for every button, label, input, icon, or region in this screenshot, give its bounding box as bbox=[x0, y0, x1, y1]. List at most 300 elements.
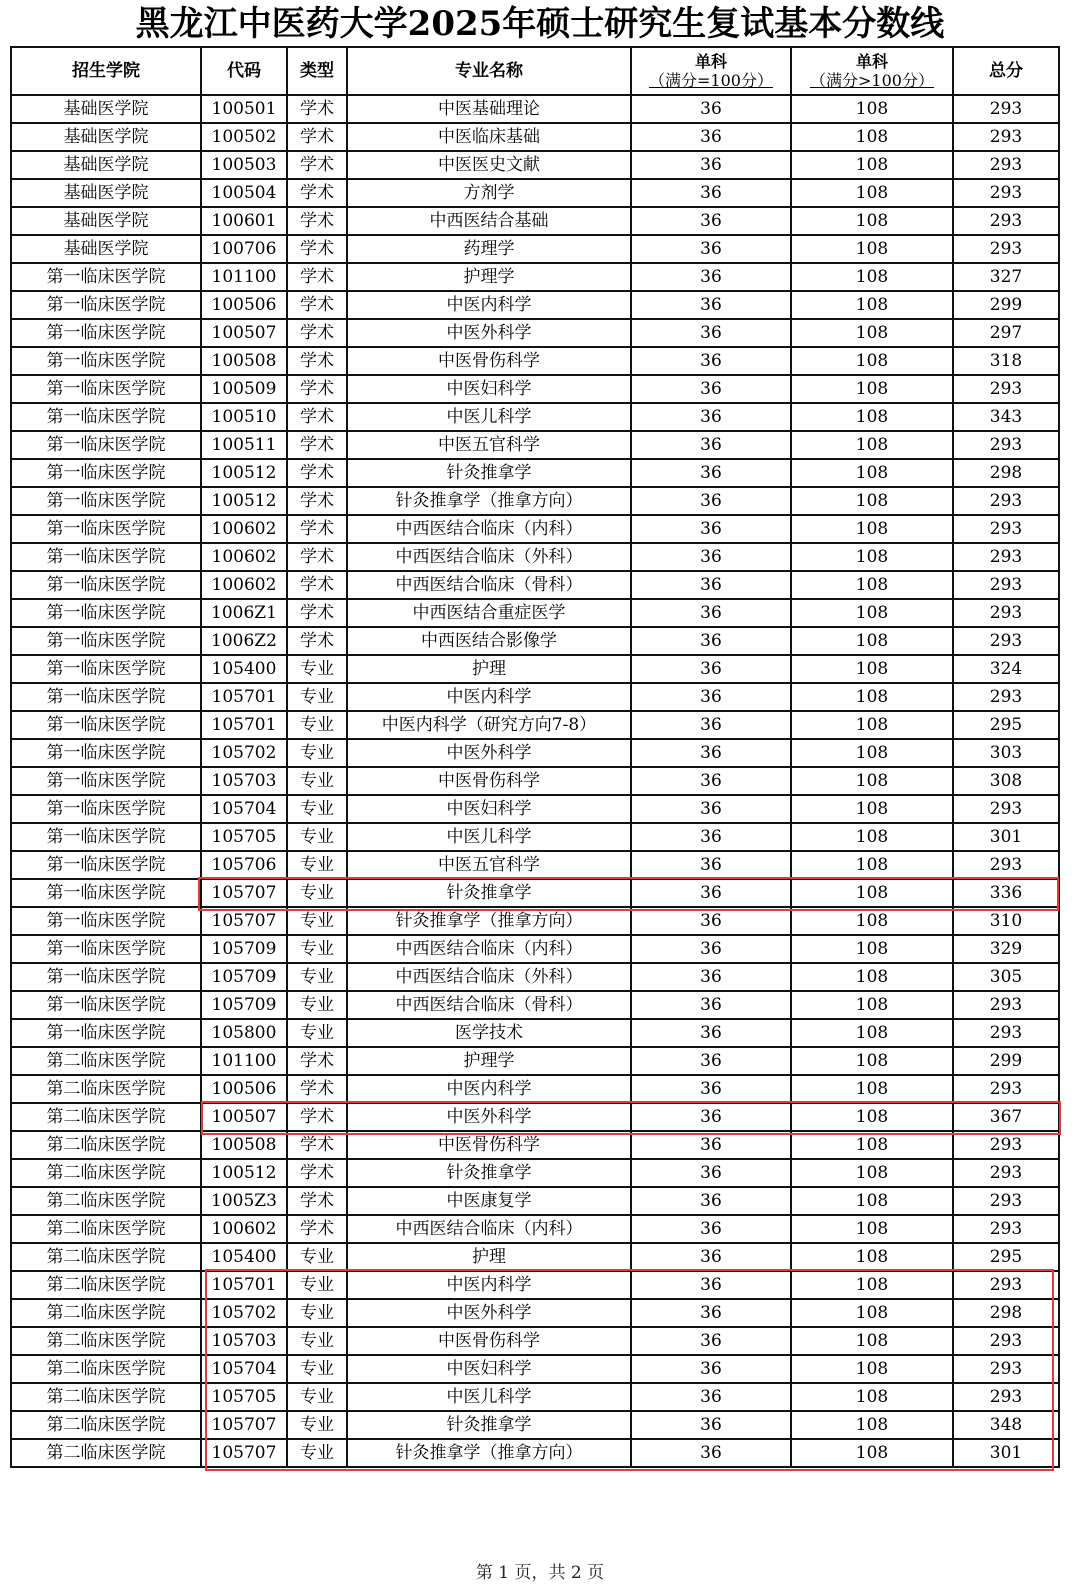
code-cell: 100510 bbox=[201, 403, 287, 431]
total-cell: 293 bbox=[953, 683, 1059, 711]
table-row bbox=[11, 1243, 1059, 1271]
code-cell: 1005Z3 bbox=[201, 1187, 287, 1215]
code-cell: 100511 bbox=[201, 431, 287, 459]
table-row bbox=[11, 1103, 1059, 1131]
single-100-cell: 36 bbox=[631, 627, 791, 655]
single-over-100-cell: 108 bbox=[791, 375, 953, 403]
table-row bbox=[11, 1047, 1059, 1075]
total-cell: 293 bbox=[953, 1131, 1059, 1159]
table-row bbox=[11, 1327, 1059, 1355]
table-row bbox=[11, 291, 1059, 319]
single-100-cell: 36 bbox=[631, 207, 791, 235]
code-cell: 105706 bbox=[201, 851, 287, 879]
code-cell: 105707 bbox=[201, 907, 287, 935]
code-cell: 101100 bbox=[201, 1047, 287, 1075]
single-over-100-cell: 108 bbox=[791, 515, 953, 543]
college-cell: 第二临床医学院 bbox=[11, 1075, 201, 1103]
table-row bbox=[11, 1299, 1059, 1327]
single-over-100-cell: 108 bbox=[791, 459, 953, 487]
single-over-100-cell: 108 bbox=[791, 935, 953, 963]
single-100-cell: 36 bbox=[631, 1215, 791, 1243]
single-100-cell: 36 bbox=[631, 1187, 791, 1215]
code-cell: 105702 bbox=[201, 739, 287, 767]
single-over-100-cell: 108 bbox=[791, 1103, 953, 1131]
total-cell: 299 bbox=[953, 291, 1059, 319]
single-100-cell: 36 bbox=[631, 403, 791, 431]
total-cell: 293 bbox=[953, 1355, 1059, 1383]
single-over-100-cell: 108 bbox=[791, 95, 953, 123]
major-cell: 护理学 bbox=[347, 1047, 631, 1075]
single-over-100-cell: 108 bbox=[791, 795, 953, 823]
college-cell: 第一临床医学院 bbox=[11, 291, 201, 319]
type-cell: 专业 bbox=[287, 739, 347, 767]
code-cell: 100602 bbox=[201, 543, 287, 571]
type-cell: 学术 bbox=[287, 1103, 347, 1131]
header-single-over-100-sub: （满分>100分） bbox=[810, 71, 934, 90]
single-over-100-cell: 108 bbox=[791, 963, 953, 991]
total-cell: 293 bbox=[953, 1019, 1059, 1047]
college-cell: 第二临床医学院 bbox=[11, 1355, 201, 1383]
table-row bbox=[11, 935, 1059, 963]
major-cell: 中西医结合临床（外科） bbox=[347, 543, 631, 571]
single-over-100-cell: 108 bbox=[791, 1215, 953, 1243]
college-cell: 基础医学院 bbox=[11, 235, 201, 263]
table-row bbox=[11, 795, 1059, 823]
table-row bbox=[11, 1439, 1059, 1467]
code-cell: 100512 bbox=[201, 1159, 287, 1187]
single-over-100-cell: 108 bbox=[791, 263, 953, 291]
type-cell: 专业 bbox=[287, 879, 347, 907]
single-100-cell: 36 bbox=[631, 291, 791, 319]
type-cell: 专业 bbox=[287, 823, 347, 851]
major-cell: 针灸推拿学 bbox=[347, 459, 631, 487]
table-row bbox=[11, 683, 1059, 711]
major-cell: 中西医结合基础 bbox=[347, 207, 631, 235]
college-cell: 第二临床医学院 bbox=[11, 1383, 201, 1411]
code-cell: 100602 bbox=[201, 1215, 287, 1243]
type-cell: 专业 bbox=[287, 1019, 347, 1047]
major-cell: 中西医结合临床（内科） bbox=[347, 935, 631, 963]
single-over-100-cell: 108 bbox=[791, 991, 953, 1019]
college-cell: 第二临床医学院 bbox=[11, 1047, 201, 1075]
type-cell: 学术 bbox=[287, 459, 347, 487]
table-row bbox=[11, 403, 1059, 431]
single-100-cell: 36 bbox=[631, 151, 791, 179]
total-cell: 293 bbox=[953, 1383, 1059, 1411]
table-row bbox=[11, 543, 1059, 571]
type-cell: 专业 bbox=[287, 851, 347, 879]
major-cell: 针灸推拿学（推拿方向） bbox=[347, 907, 631, 935]
single-100-cell: 36 bbox=[631, 263, 791, 291]
code-cell: 105702 bbox=[201, 1299, 287, 1327]
major-cell: 针灸推拿学 bbox=[347, 1411, 631, 1439]
college-cell: 第一临床医学院 bbox=[11, 459, 201, 487]
single-over-100-cell: 108 bbox=[791, 1047, 953, 1075]
major-cell: 医学技术 bbox=[347, 1019, 631, 1047]
college-cell: 第一临床医学院 bbox=[11, 767, 201, 795]
header-single-100-top: 单科 bbox=[694, 52, 727, 71]
single-over-100-cell: 108 bbox=[791, 599, 953, 627]
table-row bbox=[11, 347, 1059, 375]
single-100-cell: 36 bbox=[631, 543, 791, 571]
table-row bbox=[11, 431, 1059, 459]
table-row bbox=[11, 879, 1059, 907]
single-100-cell: 36 bbox=[631, 1271, 791, 1299]
table-row bbox=[11, 151, 1059, 179]
total-cell: 301 bbox=[953, 1439, 1059, 1467]
total-cell: 293 bbox=[953, 1215, 1059, 1243]
type-cell: 学术 bbox=[287, 123, 347, 151]
single-100-cell: 36 bbox=[631, 487, 791, 515]
code-cell: 100508 bbox=[201, 1131, 287, 1159]
table-row bbox=[11, 319, 1059, 347]
single-100-cell: 36 bbox=[631, 431, 791, 459]
single-100-cell: 36 bbox=[631, 823, 791, 851]
major-cell: 护理 bbox=[347, 1243, 631, 1271]
table-row bbox=[11, 459, 1059, 487]
table-row bbox=[11, 123, 1059, 151]
single-100-cell: 36 bbox=[631, 347, 791, 375]
code-cell: 105800 bbox=[201, 1019, 287, 1047]
single-100-cell: 36 bbox=[631, 907, 791, 935]
total-cell: 310 bbox=[953, 907, 1059, 935]
single-over-100-cell: 108 bbox=[791, 907, 953, 935]
table-row bbox=[11, 95, 1059, 123]
total-cell: 293 bbox=[953, 543, 1059, 571]
code-cell: 105400 bbox=[201, 1243, 287, 1271]
type-cell: 专业 bbox=[287, 991, 347, 1019]
total-cell: 293 bbox=[953, 571, 1059, 599]
major-cell: 中医医史文献 bbox=[347, 151, 631, 179]
college-cell: 第一临床医学院 bbox=[11, 543, 201, 571]
single-over-100-cell: 108 bbox=[791, 123, 953, 151]
major-cell: 中西医结合重症医学 bbox=[347, 599, 631, 627]
college-cell: 基础医学院 bbox=[11, 123, 201, 151]
code-cell: 100508 bbox=[201, 347, 287, 375]
college-cell: 第一临床医学院 bbox=[11, 711, 201, 739]
single-over-100-cell: 108 bbox=[791, 739, 953, 767]
college-cell: 第一临床医学院 bbox=[11, 571, 201, 599]
major-cell: 中医康复学 bbox=[347, 1187, 631, 1215]
single-over-100-cell: 108 bbox=[791, 1243, 953, 1271]
score-table bbox=[10, 46, 1060, 1468]
single-over-100-cell: 108 bbox=[791, 711, 953, 739]
single-over-100-cell: 108 bbox=[791, 1299, 953, 1327]
college-cell: 第二临床医学院 bbox=[11, 1327, 201, 1355]
type-cell: 学术 bbox=[287, 1187, 347, 1215]
code-cell: 100507 bbox=[201, 319, 287, 347]
single-over-100-cell: 108 bbox=[791, 1187, 953, 1215]
major-cell: 药理学 bbox=[347, 235, 631, 263]
single-100-cell: 36 bbox=[631, 711, 791, 739]
single-100-cell: 36 bbox=[631, 1327, 791, 1355]
major-cell: 针灸推拿学（推拿方向） bbox=[347, 487, 631, 515]
code-cell: 105703 bbox=[201, 767, 287, 795]
total-cell: 293 bbox=[953, 375, 1059, 403]
single-100-cell: 36 bbox=[631, 235, 791, 263]
single-over-100-cell: 108 bbox=[791, 347, 953, 375]
single-100-cell: 36 bbox=[631, 683, 791, 711]
major-cell: 中西医结合影像学 bbox=[347, 627, 631, 655]
code-cell: 1006Z2 bbox=[201, 627, 287, 655]
single-100-cell: 36 bbox=[631, 95, 791, 123]
single-over-100-cell: 108 bbox=[791, 1019, 953, 1047]
type-cell: 学术 bbox=[287, 599, 347, 627]
total-cell: 305 bbox=[953, 963, 1059, 991]
table-row bbox=[11, 739, 1059, 767]
major-cell: 中医妇科学 bbox=[347, 375, 631, 403]
code-cell: 100504 bbox=[201, 179, 287, 207]
code-cell: 105709 bbox=[201, 963, 287, 991]
code-cell: 100506 bbox=[201, 291, 287, 319]
college-cell: 第一临床医学院 bbox=[11, 431, 201, 459]
major-cell: 中医骨伤科学 bbox=[347, 1327, 631, 1355]
single-100-cell: 36 bbox=[631, 1131, 791, 1159]
code-cell: 100602 bbox=[201, 571, 287, 599]
major-cell: 针灸推拿学（推拿方向） bbox=[347, 1439, 631, 1467]
single-100-cell: 36 bbox=[631, 459, 791, 487]
total-cell: 293 bbox=[953, 431, 1059, 459]
single-100-cell: 36 bbox=[631, 963, 791, 991]
type-cell: 专业 bbox=[287, 683, 347, 711]
college-cell: 第一临床医学院 bbox=[11, 795, 201, 823]
college-cell: 基础医学院 bbox=[11, 207, 201, 235]
type-cell: 学术 bbox=[287, 207, 347, 235]
code-cell: 105705 bbox=[201, 1383, 287, 1411]
total-cell: 293 bbox=[953, 1271, 1059, 1299]
major-cell: 中医五官科学 bbox=[347, 431, 631, 459]
major-cell: 中医骨伤科学 bbox=[347, 1131, 631, 1159]
total-cell: 324 bbox=[953, 655, 1059, 683]
type-cell: 专业 bbox=[287, 907, 347, 935]
type-cell: 专业 bbox=[287, 1327, 347, 1355]
college-cell: 第一临床医学院 bbox=[11, 515, 201, 543]
type-cell: 学术 bbox=[287, 179, 347, 207]
single-over-100-cell: 108 bbox=[791, 207, 953, 235]
table-row bbox=[11, 627, 1059, 655]
single-over-100-cell: 108 bbox=[791, 179, 953, 207]
single-100-cell: 36 bbox=[631, 1383, 791, 1411]
total-cell: 298 bbox=[953, 1299, 1059, 1327]
type-cell: 专业 bbox=[287, 1243, 347, 1271]
major-cell: 中医骨伤科学 bbox=[347, 347, 631, 375]
type-cell: 专业 bbox=[287, 935, 347, 963]
table-row bbox=[11, 179, 1059, 207]
single-over-100-cell: 108 bbox=[791, 235, 953, 263]
major-cell: 中医外科学 bbox=[347, 319, 631, 347]
type-cell: 专业 bbox=[287, 655, 347, 683]
code-cell: 105709 bbox=[201, 935, 287, 963]
major-cell: 中医内科学 bbox=[347, 683, 631, 711]
code-cell: 105707 bbox=[201, 879, 287, 907]
code-cell: 105705 bbox=[201, 823, 287, 851]
total-cell: 336 bbox=[953, 879, 1059, 907]
code-cell: 100501 bbox=[201, 95, 287, 123]
single-100-cell: 36 bbox=[631, 1355, 791, 1383]
type-cell: 学术 bbox=[287, 403, 347, 431]
major-cell: 方剂学 bbox=[347, 179, 631, 207]
code-cell: 105703 bbox=[201, 1327, 287, 1355]
college-cell: 第一临床医学院 bbox=[11, 655, 201, 683]
single-over-100-cell: 108 bbox=[791, 319, 953, 347]
single-over-100-cell: 108 bbox=[791, 879, 953, 907]
table-row bbox=[11, 711, 1059, 739]
college-cell: 第一临床医学院 bbox=[11, 1019, 201, 1047]
table-row bbox=[11, 1383, 1059, 1411]
total-cell: 295 bbox=[953, 1243, 1059, 1271]
college-cell: 第二临床医学院 bbox=[11, 1159, 201, 1187]
code-cell: 105701 bbox=[201, 1271, 287, 1299]
table-row bbox=[11, 235, 1059, 263]
header-single-over-100-top: 单科 bbox=[855, 52, 888, 71]
college-cell: 第二临床医学院 bbox=[11, 1271, 201, 1299]
total-cell: 293 bbox=[953, 851, 1059, 879]
college-cell: 第一临床医学院 bbox=[11, 823, 201, 851]
type-cell: 专业 bbox=[287, 767, 347, 795]
single-100-cell: 36 bbox=[631, 1019, 791, 1047]
single-over-100-cell: 108 bbox=[791, 291, 953, 319]
table-row bbox=[11, 1187, 1059, 1215]
header-single-100-sub: （满分=100分） bbox=[649, 71, 773, 90]
single-100-cell: 36 bbox=[631, 319, 791, 347]
code-cell: 100601 bbox=[201, 207, 287, 235]
type-cell: 学术 bbox=[287, 571, 347, 599]
single-100-cell: 36 bbox=[631, 1299, 791, 1327]
single-over-100-cell: 108 bbox=[791, 1411, 953, 1439]
page-title: 黑龙江中医药大学2025年硕士研究生复试基本分数线 bbox=[135, 4, 945, 44]
single-over-100-cell: 108 bbox=[791, 431, 953, 459]
type-cell: 专业 bbox=[287, 963, 347, 991]
type-cell: 学术 bbox=[287, 291, 347, 319]
table-row bbox=[11, 207, 1059, 235]
table-row bbox=[11, 1159, 1059, 1187]
college-cell: 第一临床医学院 bbox=[11, 263, 201, 291]
table-row bbox=[11, 1215, 1059, 1243]
single-100-cell: 36 bbox=[631, 795, 791, 823]
college-cell: 第一临床医学院 bbox=[11, 599, 201, 627]
major-cell: 中医内科学 bbox=[347, 1075, 631, 1103]
major-cell: 中西医结合临床（骨科） bbox=[347, 571, 631, 599]
single-over-100-cell: 108 bbox=[791, 543, 953, 571]
major-cell: 针灸推拿学 bbox=[347, 879, 631, 907]
major-cell: 中医儿科学 bbox=[347, 823, 631, 851]
page-footer: 第 1 页，共 2 页 bbox=[475, 1563, 605, 1583]
college-cell: 第一临床医学院 bbox=[11, 627, 201, 655]
major-cell: 护理学 bbox=[347, 263, 631, 291]
total-cell: 293 bbox=[953, 627, 1059, 655]
college-cell: 第一临床医学院 bbox=[11, 935, 201, 963]
type-cell: 学术 bbox=[287, 515, 347, 543]
code-cell: 105707 bbox=[201, 1439, 287, 1467]
college-cell: 第一临床医学院 bbox=[11, 683, 201, 711]
type-cell: 学术 bbox=[287, 151, 347, 179]
single-over-100-cell: 108 bbox=[791, 1355, 953, 1383]
type-cell: 专业 bbox=[287, 1299, 347, 1327]
type-cell: 学术 bbox=[287, 1215, 347, 1243]
code-cell: 101100 bbox=[201, 263, 287, 291]
single-over-100-cell: 108 bbox=[791, 403, 953, 431]
college-cell: 第一临床医学院 bbox=[11, 991, 201, 1019]
type-cell: 专业 bbox=[287, 795, 347, 823]
college-cell: 第一临床医学院 bbox=[11, 739, 201, 767]
type-cell: 学术 bbox=[287, 1075, 347, 1103]
header-code: 代码 bbox=[201, 47, 287, 95]
type-cell: 专业 bbox=[287, 1383, 347, 1411]
code-cell: 105704 bbox=[201, 1355, 287, 1383]
single-over-100-cell: 108 bbox=[791, 1159, 953, 1187]
single-over-100-cell: 108 bbox=[791, 1439, 953, 1467]
table-row bbox=[11, 1355, 1059, 1383]
single-over-100-cell: 108 bbox=[791, 151, 953, 179]
single-100-cell: 36 bbox=[631, 599, 791, 627]
type-cell: 学术 bbox=[287, 235, 347, 263]
single-100-cell: 36 bbox=[631, 935, 791, 963]
major-cell: 中医儿科学 bbox=[347, 1383, 631, 1411]
type-cell: 专业 bbox=[287, 1355, 347, 1383]
single-over-100-cell: 108 bbox=[791, 571, 953, 599]
type-cell: 学术 bbox=[287, 1047, 347, 1075]
total-cell: 293 bbox=[953, 515, 1059, 543]
total-cell: 293 bbox=[953, 123, 1059, 151]
major-cell: 中西医结合临床（骨科） bbox=[347, 991, 631, 1019]
college-cell: 第一临床医学院 bbox=[11, 487, 201, 515]
table-header-row bbox=[11, 47, 1059, 95]
code-cell: 100507 bbox=[201, 1103, 287, 1131]
code-cell: 100509 bbox=[201, 375, 287, 403]
code-cell: 100506 bbox=[201, 1075, 287, 1103]
table-row bbox=[11, 991, 1059, 1019]
total-cell: 293 bbox=[953, 599, 1059, 627]
single-100-cell: 36 bbox=[631, 655, 791, 683]
total-cell: 293 bbox=[953, 1187, 1059, 1215]
header-type: 类型 bbox=[287, 47, 347, 95]
college-cell: 基础医学院 bbox=[11, 179, 201, 207]
code-cell: 105709 bbox=[201, 991, 287, 1019]
college-cell: 第一临床医学院 bbox=[11, 319, 201, 347]
type-cell: 学术 bbox=[287, 487, 347, 515]
type-cell: 学术 bbox=[287, 1159, 347, 1187]
total-cell: 329 bbox=[953, 935, 1059, 963]
total-cell: 348 bbox=[953, 1411, 1059, 1439]
single-over-100-cell: 108 bbox=[791, 655, 953, 683]
total-cell: 295 bbox=[953, 711, 1059, 739]
table-row bbox=[11, 851, 1059, 879]
table-row bbox=[11, 515, 1059, 543]
table-row bbox=[11, 263, 1059, 291]
college-cell: 第二临床医学院 bbox=[11, 1131, 201, 1159]
college-cell: 第一临床医学院 bbox=[11, 375, 201, 403]
major-cell: 中西医结合临床（内科） bbox=[347, 1215, 631, 1243]
code-cell: 105400 bbox=[201, 655, 287, 683]
major-cell: 中医骨伤科学 bbox=[347, 767, 631, 795]
single-100-cell: 36 bbox=[631, 1103, 791, 1131]
single-over-100-cell: 108 bbox=[791, 1271, 953, 1299]
header-major: 专业名称 bbox=[347, 47, 631, 95]
table-row bbox=[11, 907, 1059, 935]
major-cell: 中医外科学 bbox=[347, 1299, 631, 1327]
table-row bbox=[11, 823, 1059, 851]
major-cell: 中医五官科学 bbox=[347, 851, 631, 879]
college-cell: 基础医学院 bbox=[11, 151, 201, 179]
college-cell: 第一临床医学院 bbox=[11, 347, 201, 375]
total-cell: 367 bbox=[953, 1103, 1059, 1131]
table-row bbox=[11, 487, 1059, 515]
major-cell: 针灸推拿学 bbox=[347, 1159, 631, 1187]
major-cell: 中医临床基础 bbox=[347, 123, 631, 151]
single-100-cell: 36 bbox=[631, 1439, 791, 1467]
total-cell: 293 bbox=[953, 991, 1059, 1019]
total-cell: 298 bbox=[953, 459, 1059, 487]
